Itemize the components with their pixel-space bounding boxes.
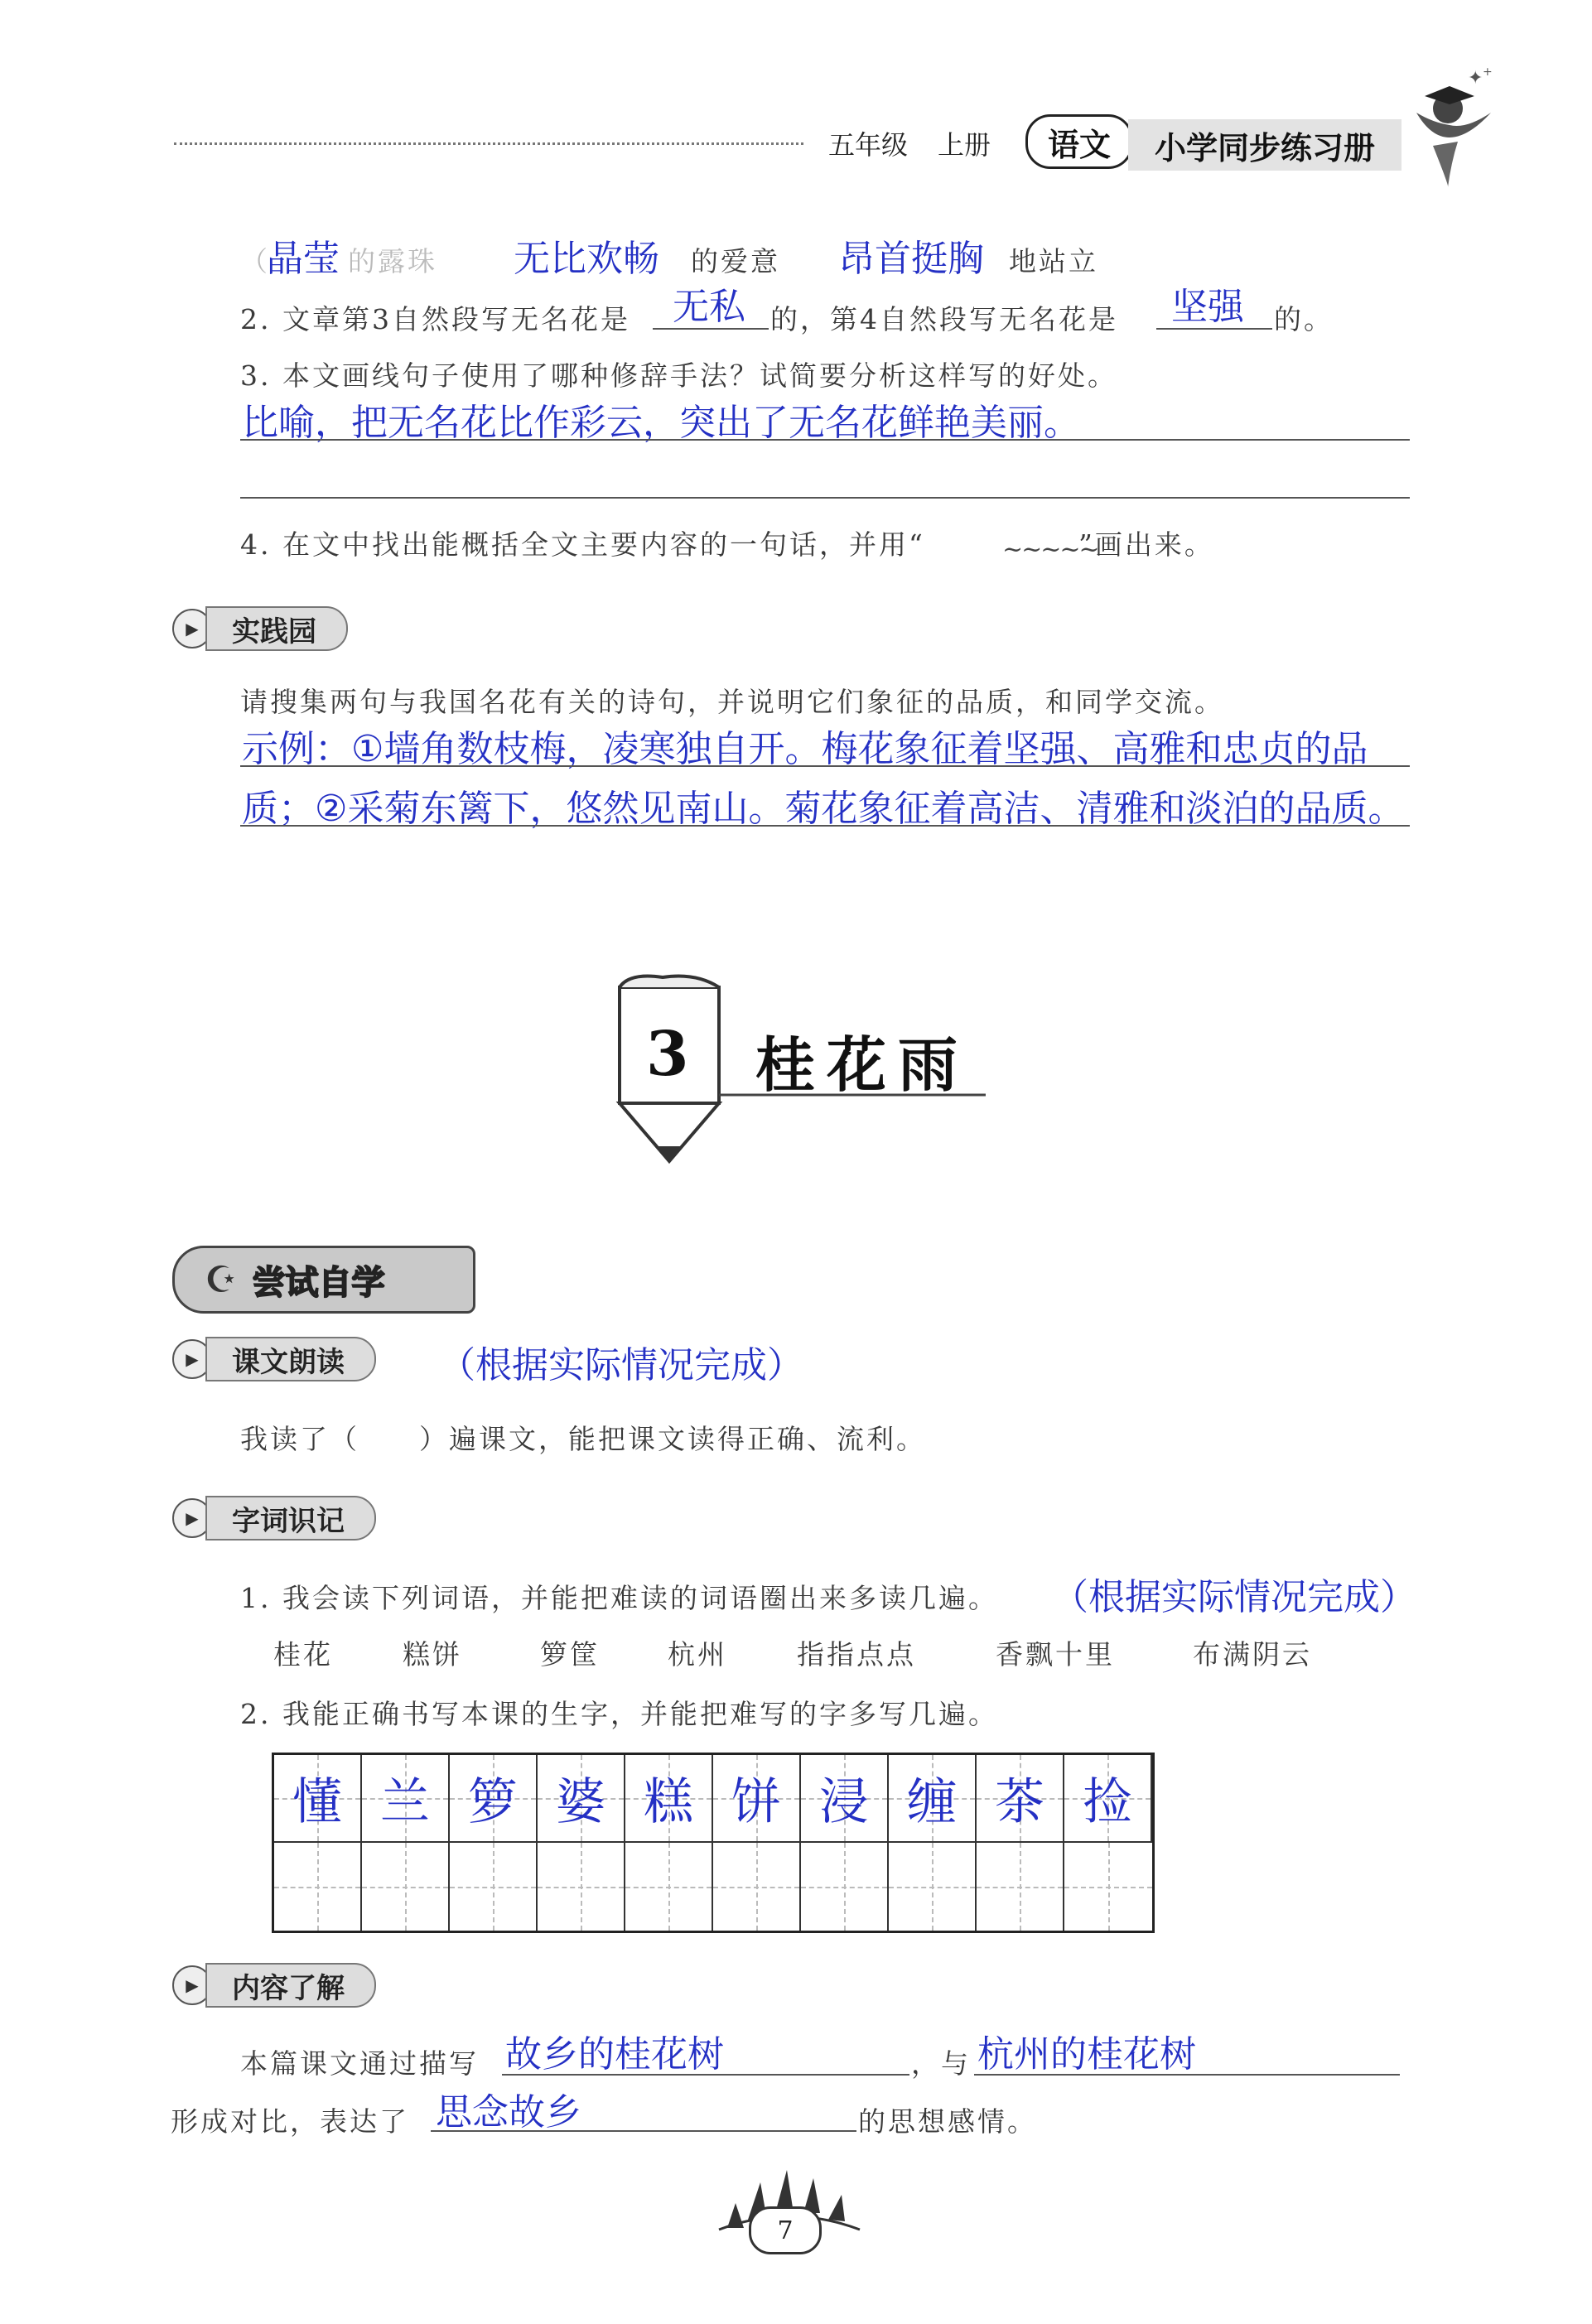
- grid-cell-empty: [362, 1843, 450, 1931]
- practice-answer-line-1: 示例：①墙角数枝梅，凌寒独自开。梅花象征着坚强、高雅和忠贞的品: [242, 728, 1368, 770]
- q3-answer-line-1: [240, 439, 1410, 441]
- q1-text-3: 地站立: [1009, 245, 1098, 277]
- grid-character: 懂: [292, 1773, 342, 1831]
- grid-cell: [713, 1755, 801, 1843]
- q4-prompt-a: 4. 在文中找出能概括全文主要内容的一句话，并用“: [240, 528, 925, 561]
- q3-answer-line-2: [240, 497, 1410, 499]
- grid-cell-empty: [1064, 1843, 1152, 1931]
- words-tag: [172, 1496, 376, 1540]
- q4-prompt-b: ”画出来。: [1078, 528, 1214, 561]
- practice-prompt: 请搜集两句与我国名花有关的诗句，并说明它们象征的品质，和同学交流。: [240, 686, 1224, 718]
- header-subject: 语文: [1047, 125, 1111, 163]
- word-list-item: 杭州: [668, 1638, 727, 1671]
- q2-answer-a: 无私: [673, 286, 745, 328]
- grid-cell-empty: [450, 1843, 538, 1931]
- content-blank-a: [502, 2074, 909, 2076]
- q2-answer-b: 坚强: [1171, 286, 1244, 328]
- content-answer-b: 杭州的桂花树: [977, 2033, 1196, 2076]
- play-arrow-icon: ▶: [172, 1339, 212, 1379]
- grid-cell-empty: [274, 1843, 362, 1931]
- page-number: 7: [777, 2216, 794, 2245]
- graduate-logo-icon: [1400, 63, 1499, 187]
- grid-cell-empty: [713, 1843, 801, 1931]
- grid-cell-empty: [977, 1843, 1064, 1931]
- grid-cell-empty: [889, 1843, 977, 1931]
- word-list-item: 糕饼: [403, 1638, 462, 1671]
- grid-cell: [274, 1755, 362, 1843]
- grid-character: 捡: [1083, 1773, 1132, 1831]
- q4-wavy-mark: ~~~~~: [1002, 535, 1098, 564]
- grid-character: 饼: [731, 1773, 781, 1831]
- page-number-badge: [749, 2206, 822, 2254]
- header-grade: 五年级: [828, 129, 909, 161]
- header-dotted-rule: [174, 142, 803, 145]
- grid-cell: [625, 1755, 713, 1843]
- words-q1-prompt: 1. 我会读下列词语，并能把难读的词语圈出来多读几遍。: [240, 1582, 998, 1614]
- content-text-d: 的思想感情。: [858, 2105, 1037, 2138]
- practice-tag-label: 实践园: [205, 606, 348, 651]
- grid-cell: [889, 1755, 977, 1843]
- grid-cell-empty: [801, 1843, 889, 1931]
- grid-character: 茶: [995, 1773, 1044, 1831]
- reading-text: 我读了（ ）遍课文，能把课文读得正确、流利。: [240, 1423, 926, 1455]
- q1-answer-1: 晶莹: [267, 238, 340, 280]
- self-study-label: 尝试自学: [252, 1263, 385, 1302]
- content-tag-label: 内容了解: [205, 1963, 376, 2008]
- practice-answer-line-2: 质；②采菊东篱下，悠然见南山。菊花象征着高洁、清雅和淡泊的品质。: [242, 788, 1405, 830]
- lesson-number: 3: [646, 1019, 689, 1090]
- grid-cell: [362, 1755, 450, 1843]
- q1-answer-2: 无比欢畅: [514, 238, 659, 280]
- grid-character: 兰: [380, 1773, 430, 1831]
- play-arrow-icon: ▶: [172, 1498, 212, 1538]
- words-q2-prompt: 2. 我能正确书写本课的生字，并能把难写的字多写几遍。: [240, 1698, 998, 1730]
- words-q1-answer: （根据实际情况完成）: [1052, 1576, 1416, 1618]
- grid-character: 缠: [907, 1773, 957, 1831]
- svg-text:✦: ✦: [1468, 68, 1483, 89]
- q1-text-2: 的爱意: [691, 245, 780, 277]
- content-blank-c: [431, 2130, 856, 2132]
- grid-cell: [801, 1755, 889, 1843]
- grid-character: 浸: [819, 1773, 869, 1831]
- q2-prompt-b: 的，第4自然段写无名花是: [770, 303, 1118, 335]
- practice-line-1: [240, 765, 1410, 767]
- content-answer-a: 故乡的桂花树: [505, 2033, 724, 2076]
- self-study-banner: [172, 1246, 475, 1314]
- q3-prompt: 3. 本文画线句子使用了哪种修辞手法？试简要分析这样写的好处。: [240, 359, 1117, 392]
- practice-line-2: [240, 825, 1410, 827]
- q1-text-1: 的露珠: [348, 245, 437, 277]
- grid-character: 糕: [644, 1773, 693, 1831]
- reading-tag: [172, 1337, 376, 1381]
- header-volume: 上册: [938, 129, 991, 161]
- q2-prompt-c: 的。: [1274, 303, 1334, 335]
- play-arrow-icon: ▶: [172, 1965, 212, 2005]
- grid-cell-empty: [625, 1843, 713, 1931]
- content-answer-c: 思念故乡: [436, 2091, 581, 2134]
- header-title-bar: [1128, 119, 1401, 171]
- grid-cell: [977, 1755, 1064, 1843]
- grid-cell: [538, 1755, 625, 1843]
- word-list-item: 香飘十里: [996, 1638, 1115, 1671]
- q1-paren-open: （: [240, 245, 270, 277]
- reading-tag-label: 课文朗读: [205, 1337, 376, 1381]
- word-list-item: 指指点点: [797, 1638, 916, 1671]
- reading-answer: （根据实际情况完成）: [439, 1344, 803, 1386]
- content-text-b: ，与: [911, 2047, 971, 2080]
- content-text-c: 形成对比，表达了: [171, 2105, 409, 2138]
- content-text-a: 本篇课文通过描写: [240, 2047, 479, 2080]
- q1-answer-3: 昂首挺胸: [838, 238, 984, 280]
- grid-character: 婆: [556, 1773, 605, 1831]
- grid-cell-empty: [538, 1843, 625, 1931]
- q2-prompt-a: 2. 文章第3自然段写无名花是: [240, 303, 630, 335]
- grid-cell: [1064, 1755, 1152, 1843]
- lamp-icon: ☪: [205, 1258, 238, 1301]
- q3-answer: 比喻，把无名花比作彩云，突出了无名花鲜艳美丽。: [242, 402, 1080, 444]
- content-blank-b: [974, 2074, 1400, 2076]
- header-subject-badge: [1025, 114, 1133, 169]
- character-writing-grid: [272, 1753, 1155, 1933]
- content-tag: [172, 1963, 376, 2008]
- header-book-title: 小学同步练习册: [1154, 129, 1375, 166]
- play-arrow-icon: ▶: [172, 609, 212, 649]
- word-list-item: 桂花: [273, 1638, 333, 1671]
- word-list-item: 箩筐: [540, 1638, 600, 1671]
- words-tag-label: 字词识记: [205, 1496, 376, 1540]
- grid-cell: [450, 1755, 538, 1843]
- svg-text:+: +: [1483, 65, 1493, 79]
- practice-tag: [172, 606, 348, 651]
- lesson-title: 桂花雨: [755, 1029, 970, 1100]
- word-list-item: 布满阴云: [1193, 1638, 1312, 1671]
- grid-character: 箩: [468, 1773, 518, 1831]
